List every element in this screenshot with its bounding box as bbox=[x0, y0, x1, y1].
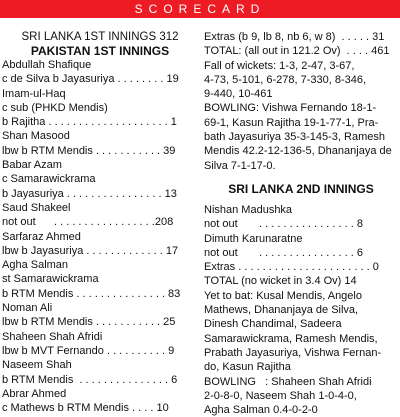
section-spacer bbox=[204, 173, 398, 181]
summary-line: 69-1, Kasun Rajitha 19-1-77-1, Pra- bbox=[204, 116, 379, 129]
summary-line: TOTAL: (all out in 121.2 Ov) . . . . 461 bbox=[204, 45, 390, 58]
batting-line: c Mathews b RTM Mendis . . . . 10 bbox=[2, 402, 169, 415]
innings-line: Nishan Madushka bbox=[204, 203, 293, 216]
batting-line: Sarfaraz Ahmed bbox=[2, 230, 81, 243]
left-column bbox=[2, 30, 198, 415]
summary-line: bath Jayasuriya 35-3-145-3, Ramesh bbox=[204, 131, 385, 144]
batting-line: lbw b RTM Mendis . . . . . . . . . . . 39 bbox=[2, 144, 176, 157]
scorecard-banner: SCORECARD bbox=[0, 0, 400, 18]
innings-line: Dinesh Chandimal, Sadeera bbox=[204, 318, 342, 331]
summary-line: Silva 7-1-17-0. bbox=[204, 159, 276, 172]
batting-line: lbw b RTM Mendis . . . . . . . . . . . 25 bbox=[2, 316, 176, 329]
innings-line: BOWLING : Shaheen Shah Afridi bbox=[204, 375, 372, 388]
batting-line: not out . . . . . . . . . . . . . . . . .208 bbox=[2, 216, 174, 229]
innings-line: 2-0-8-0, Naseem Shah 1-0-4-0, bbox=[204, 389, 357, 402]
batting-line: Noman Ali bbox=[2, 302, 53, 315]
batting-line: Shaheen Shah Afridi bbox=[2, 330, 103, 343]
batting-line: b Jayasuriya . . . . . . . . . . . . . . . . 13 bbox=[2, 187, 177, 200]
innings-line: not out . . . . . . . . . . . . . . . . 6 bbox=[204, 246, 363, 259]
batting-line: Babar Azam bbox=[2, 159, 62, 172]
batting-line: Saud Shakeel bbox=[2, 201, 71, 214]
batting-line: Imam-ul-Haq bbox=[2, 87, 66, 100]
batting-line: lbw b Jayasuriya . . . . . . . . . . . . . 17 bbox=[2, 244, 179, 257]
batting-line: Agha Salman bbox=[2, 259, 69, 272]
innings-line: Samarawickrama, Ramesh Mendis, bbox=[204, 332, 378, 345]
innings-line: do, Kasun Rajitha bbox=[204, 361, 291, 374]
pakistan-first-innings-heading: PAKISTAN 1ST INNINGS bbox=[30, 44, 170, 58]
summary-line: 4-73, 5-101, 6-278, 7-330, 8-346, bbox=[204, 73, 367, 86]
innings-line: Prabath Jayasuriya, Vishwa Fernan- bbox=[204, 346, 382, 359]
batting-line: c de Silva b Jayasuriya . . . . . . . . 19 bbox=[2, 73, 179, 86]
sri-lanka-second-innings-list bbox=[204, 203, 398, 417]
batting-line: lbw b MVT Fernando . . . . . . . . . . 9 bbox=[2, 344, 175, 357]
pakistan-innings-summary bbox=[204, 30, 398, 173]
batting-line: Shan Masood bbox=[2, 130, 70, 143]
innings-line: Dimuth Karunaratne bbox=[204, 232, 303, 245]
summary-line: Extras (b 9, lb 8, nb 6, w 8) . . . . . 31 bbox=[204, 31, 385, 43]
sri-lanka-first-innings-heading: SRI LANKA 1ST INNINGS 312 bbox=[21, 31, 179, 43]
batting-line: c sub (PHKD Mendis) bbox=[2, 101, 108, 114]
innings-line: TOTAL (no wicket in 3.4 Ov) 14 bbox=[204, 275, 357, 288]
sri-lanka-second-innings-heading: SRI LANKA 2ND INNINGS bbox=[228, 181, 374, 196]
batting-line: b Rajitha . . . . . . . . . . . . . . . . . . . . 1 bbox=[2, 116, 177, 129]
innings-line: Extras . . . . . . . . . . . . . . . . . . . . . . 0 bbox=[204, 261, 379, 274]
summary-line: Mendis 42.2-12-136-5, Dhananjaya de bbox=[204, 145, 392, 158]
summary-line: BOWLING: Vishwa Fernando 18-1- bbox=[204, 102, 377, 115]
summary-line: 9-440, 10-461 bbox=[204, 88, 273, 101]
pakistan-batting-list bbox=[2, 58, 198, 415]
innings-line: Mathews, Dhananjaya de Silva, bbox=[204, 304, 359, 317]
innings-line: Yet to bat: Kusal Mendis, Angelo bbox=[204, 289, 362, 302]
batting-line: c Samarawickrama bbox=[2, 173, 96, 186]
batting-line: Abdullah Shafique bbox=[2, 59, 92, 71]
summary-line: Fall of wickets: 1-3, 2-47, 3-67, bbox=[204, 59, 355, 72]
batting-line: st Samarawickrama bbox=[2, 273, 99, 286]
batting-line: Naseem Shah bbox=[2, 359, 72, 372]
batting-line: Abrar Ahmed bbox=[2, 387, 67, 400]
innings-line: not out . . . . . . . . . . . . . . . . 8 bbox=[204, 218, 363, 231]
batting-line: b RTM Mendis . . . . . . . . . . . . . . . 83 bbox=[2, 287, 181, 300]
batting-line: b RTM Mendis . . . . . . . . . . . . . . . 6 bbox=[2, 373, 178, 386]
right-column bbox=[204, 30, 398, 417]
innings-line: Agha Salman 0.4-0-2-0 bbox=[204, 404, 318, 417]
